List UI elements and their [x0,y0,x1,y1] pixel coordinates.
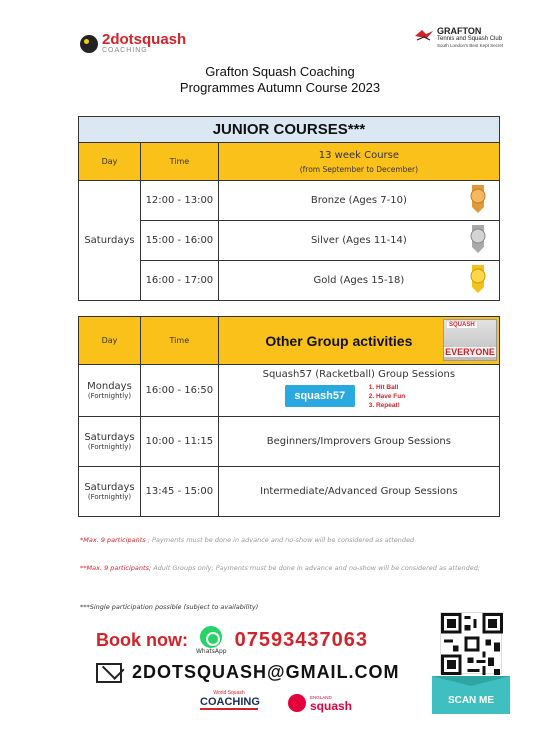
bird-icon [414,28,434,42]
bronze-medal-icon [467,185,489,217]
junior-level: Bronze (Ages 7-10) [310,195,407,206]
qr-code[interactable] [440,612,502,674]
note-adult-groups [80,564,500,573]
eng-main: squash [310,698,353,713]
whatsapp-icon[interactable] [200,626,222,648]
squash57-steps [369,383,405,410]
page-subtitle: Programmes Autumn Course 2023 [179,80,381,95]
eng-top: ENGLAND [310,694,332,700]
other-activity: Intermediate/Advanced Group Sessions [218,467,499,517]
note-max-participants [80,536,500,545]
junior-time: 16:00 - 17:00 [140,261,218,301]
badge-bottom: EVERYONE [445,347,495,357]
list-item: 3. Repeat! [368,401,400,409]
table-row [79,261,500,301]
course-title: 13 week Course [318,149,400,161]
world-squash-coaching-logo [200,690,258,710]
junior-banner-row [79,117,500,143]
junior-level: Silver (Ages 11-14) [310,235,407,246]
junior-day: Saturdays [79,181,141,301]
header-time: Time [140,143,218,181]
junior-level-cell [218,181,499,221]
other-frequency: (Fortnightly) [87,493,132,501]
whatsapp-block[interactable] [196,626,227,655]
junior-header-row [79,143,500,181]
junior-level-cell [218,261,499,301]
book-now-line [96,626,368,655]
table-row [79,221,500,261]
other-day-cell [79,467,141,517]
note-red: *Max. 9 participants [80,536,146,544]
logo-sub: COACHING [102,47,148,54]
other-title-cell [218,317,499,365]
other-day: Mondays [87,381,132,392]
badge-top: SQUASH [449,322,475,328]
silver-medal-icon [467,225,489,257]
table-row [79,417,500,467]
squash57-block [219,383,499,413]
junior-time: 15:00 - 16:00 [140,221,218,261]
other-activities-table [78,316,500,517]
scan-me-label: SCAN ME [432,676,510,714]
list-item: 1. Hit Ball [368,383,399,391]
email-line [96,662,400,683]
note-text: ; Payments must be done in advance and no-show will be considered as attended [145,536,415,544]
table-row [79,467,500,517]
header-time: Time [140,317,218,365]
other-time: 10:00 - 11:15 [140,417,218,467]
other-header-row [79,317,500,365]
other-day-cell [79,365,141,417]
book-label: Book now: [96,630,188,650]
england-squash-logo [288,694,352,712]
email-address[interactable]: 2DOTSQUASH@GMAIL.COM [132,662,400,682]
grafton-logo [414,26,524,49]
note-single-participation: ***Single participation possible (subject to availability) [80,603,259,611]
page-title: Grafton Squash Coaching [205,64,355,79]
qr-code-icon [441,613,503,675]
squash57-logo: squash57 [285,385,355,407]
grafton-name: GRAFTON [437,26,482,36]
other-frequency: (Fortnightly) [87,392,132,400]
squash-for-everyone-badge [443,319,497,361]
junior-courses-table [78,116,500,301]
other-time: 16:00 - 16:50 [140,365,218,417]
junior-level-cell [218,221,499,261]
header-course [218,143,499,181]
other-day-cell [79,417,141,467]
other-frequency: (Fortnightly) [87,443,132,451]
envelope-icon [96,663,122,683]
header-day: Day [79,317,141,365]
gold-medal-icon [467,265,489,297]
junior-banner: JUNIOR COURSES*** [79,117,500,143]
squash-ball-icon [80,35,98,53]
wsc-main: COACHING [200,696,260,708]
note-text: Adult Groups only; Payments must be done in advance and no-show will be considered as attended; [151,564,481,572]
course-subtitle: (from September to December) [299,164,419,174]
other-activity-cell [218,365,499,417]
junior-level: Gold (Ages 15-18) [313,275,405,286]
whatsapp-label: WhatsApp [196,648,227,655]
england-squash-icon [288,694,306,712]
grafton-tagline: South London's Best Kept Secret [437,43,504,48]
table-row [79,365,500,417]
other-time: 13:45 - 15:00 [140,467,218,517]
wsc-top: World Squash [213,690,245,696]
list-item: 2. Have Fun [368,392,406,400]
other-day: Saturdays [84,482,135,493]
table-row [79,181,500,221]
junior-time: 12:00 - 13:00 [140,181,218,221]
phone-number[interactable]: 07593437063 [234,629,368,651]
other-title: Other Group activities [265,332,413,349]
other-activity: Beginners/Improvers Group Sessions [218,417,499,467]
grafton-club: Tennis and Squash Club [437,36,503,42]
other-activity: Squash57 (Racketball) Group Sessions [262,368,456,380]
logo-brand: 2dotsquash [102,31,187,48]
header-day: Day [79,143,141,181]
2dotsquash-logo [80,33,186,55]
other-day: Saturdays [84,432,135,443]
note-red: **Max. 9 participants; [80,564,152,572]
